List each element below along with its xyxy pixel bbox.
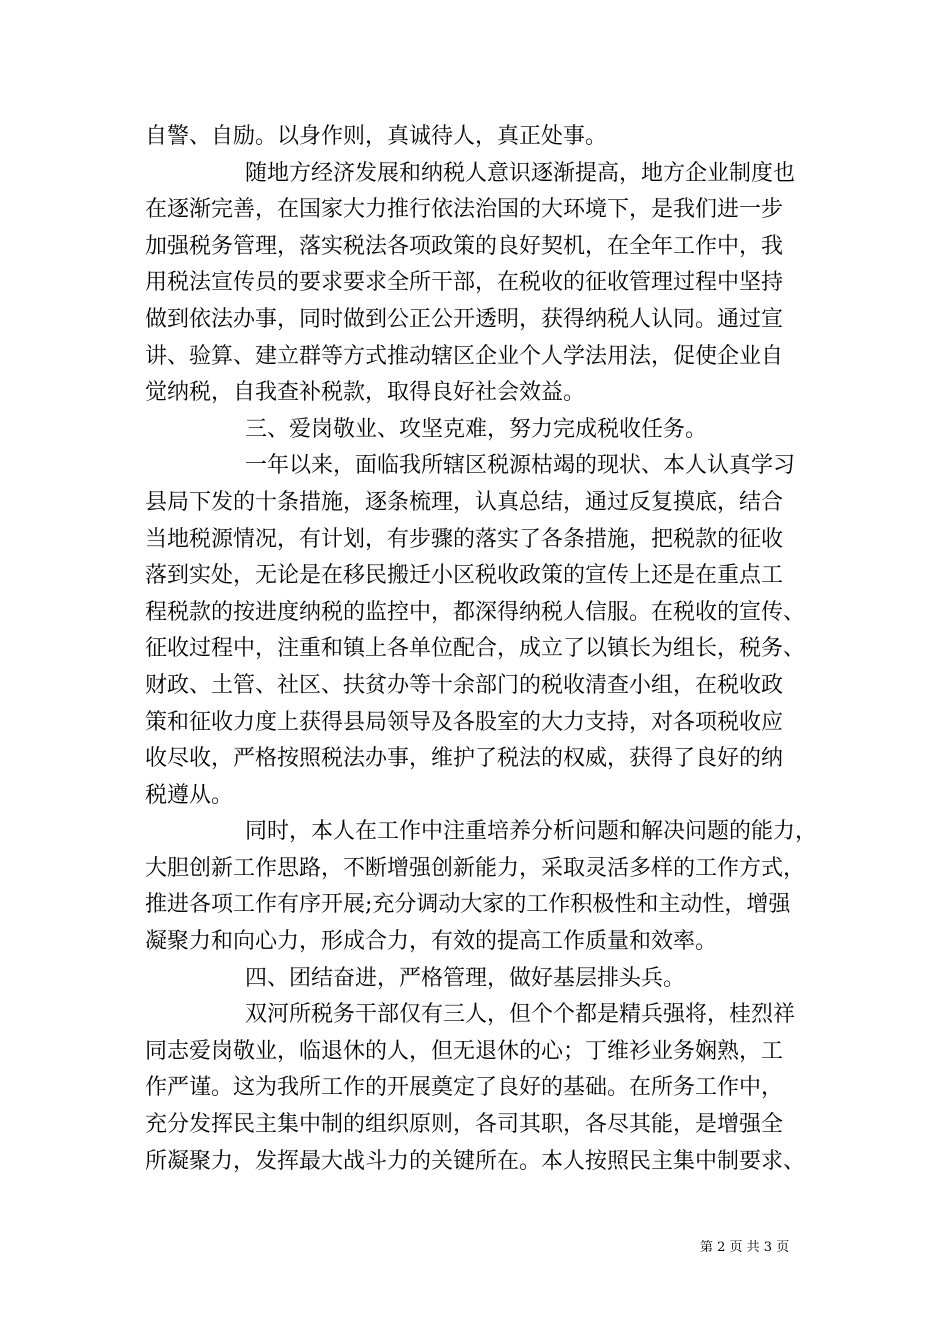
text-line: 觉纳税，自我查补税款，取得良好社会效益。 — [145, 380, 586, 406]
text-line: 程税款的按进度纳税的监控中，都深得纳税人信服。在税收的宣传、 — [145, 599, 806, 625]
text-line: 当地税源情况，有计划，有步骤的落实了各条措施，把税款的征收 — [145, 526, 784, 552]
text-line: 加强税务管理，落实税法各项政策的良好契机，在全年工作中，我 — [145, 233, 784, 259]
text-line: 用税法宣传员的要求要求全所干部，在税收的征收管理过程中坚持 — [145, 270, 784, 296]
text-line: 大胆创新工作思路，不断增强创新能力，采取灵活多样的工作方式， — [145, 855, 806, 881]
text-line: 充分发挥民主集中制的组织原则，各司其职，各尽其能，是增强全 — [145, 1112, 784, 1138]
text-line: 所凝聚力，发挥最大战斗力的关键所在。本人按照民主集中制要求、 — [145, 1148, 806, 1174]
text-line: 县局下发的十条措施，逐条梳理，认真总结，通过反复摸底，结合 — [145, 489, 784, 515]
text-line: 四、团结奋进，严格管理，做好基层排头兵。 — [245, 965, 686, 991]
document-body — [145, 119, 825, 1180]
text-line: 做到依法办事，同时做到公正公开透明，获得纳税人认同。通过宣 — [145, 306, 784, 332]
text-line: 自警、自励。以身作则，真诚待人，真正处事。 — [145, 124, 608, 149]
text-line: 同志爱岗敬业，临退休的人，但无退休的心；丁维衫业务娴熟，工 — [145, 1038, 784, 1064]
text-line: 三、爱岗敬业、攻坚克难，努力完成税收任务。 — [245, 416, 708, 442]
text-line: 落到实处，无论是在移民搬迁小区税收政策的宣传上还是在重点工 — [145, 563, 784, 589]
text-line: 讲、验算、建立群等方式推动辖区企业个人学法用法，促使企业自 — [145, 343, 784, 369]
text-line: 双河所税务干部仅有三人，但个个都是精兵强将，桂烈祥 — [245, 1002, 796, 1028]
text-line: 随地方经济发展和纳税人意识逐渐提高，地方企业制度也 — [245, 160, 796, 186]
text-line: 一年以来，面临我所辖区税源枯竭的现状、本人认真学习 — [245, 453, 796, 479]
text-line: 作严谨。这为我所工作的开展奠定了良好的基础。在所务工作中， — [145, 1075, 784, 1101]
text-line: 财政、土管、社区、扶贫办等十余部门的税收清查小组，在税收政 — [145, 672, 784, 698]
text-line: 收尽收，严格按照税法办事，维护了税法的权威，获得了良好的纳 — [145, 746, 784, 772]
page-footer: 第 2 页 共 3 页 — [700, 1240, 790, 1255]
text-line: 在逐渐完善，在国家大力推行依法治国的大环境下，是我们进一步 — [145, 197, 784, 223]
text-line: 同时，本人在工作中注重培养分析问题和解决问题的能力， — [245, 819, 818, 845]
text-line: 凝聚力和向心力，形成合力，有效的提高工作质量和效率。 — [145, 929, 718, 955]
text-line: 征收过程中，注重和镇上各单位配合，成立了以镇长为组长，税务、 — [145, 636, 806, 662]
text-line: 推进各项工作有序开展;充分调动大家的工作积极性和主动性，增强 — [145, 892, 791, 918]
text-line: 策和征收力度上获得县局领导及各股室的大力支持，对各项税收应 — [145, 709, 784, 735]
text-line: 税遵从。 — [145, 782, 234, 808]
